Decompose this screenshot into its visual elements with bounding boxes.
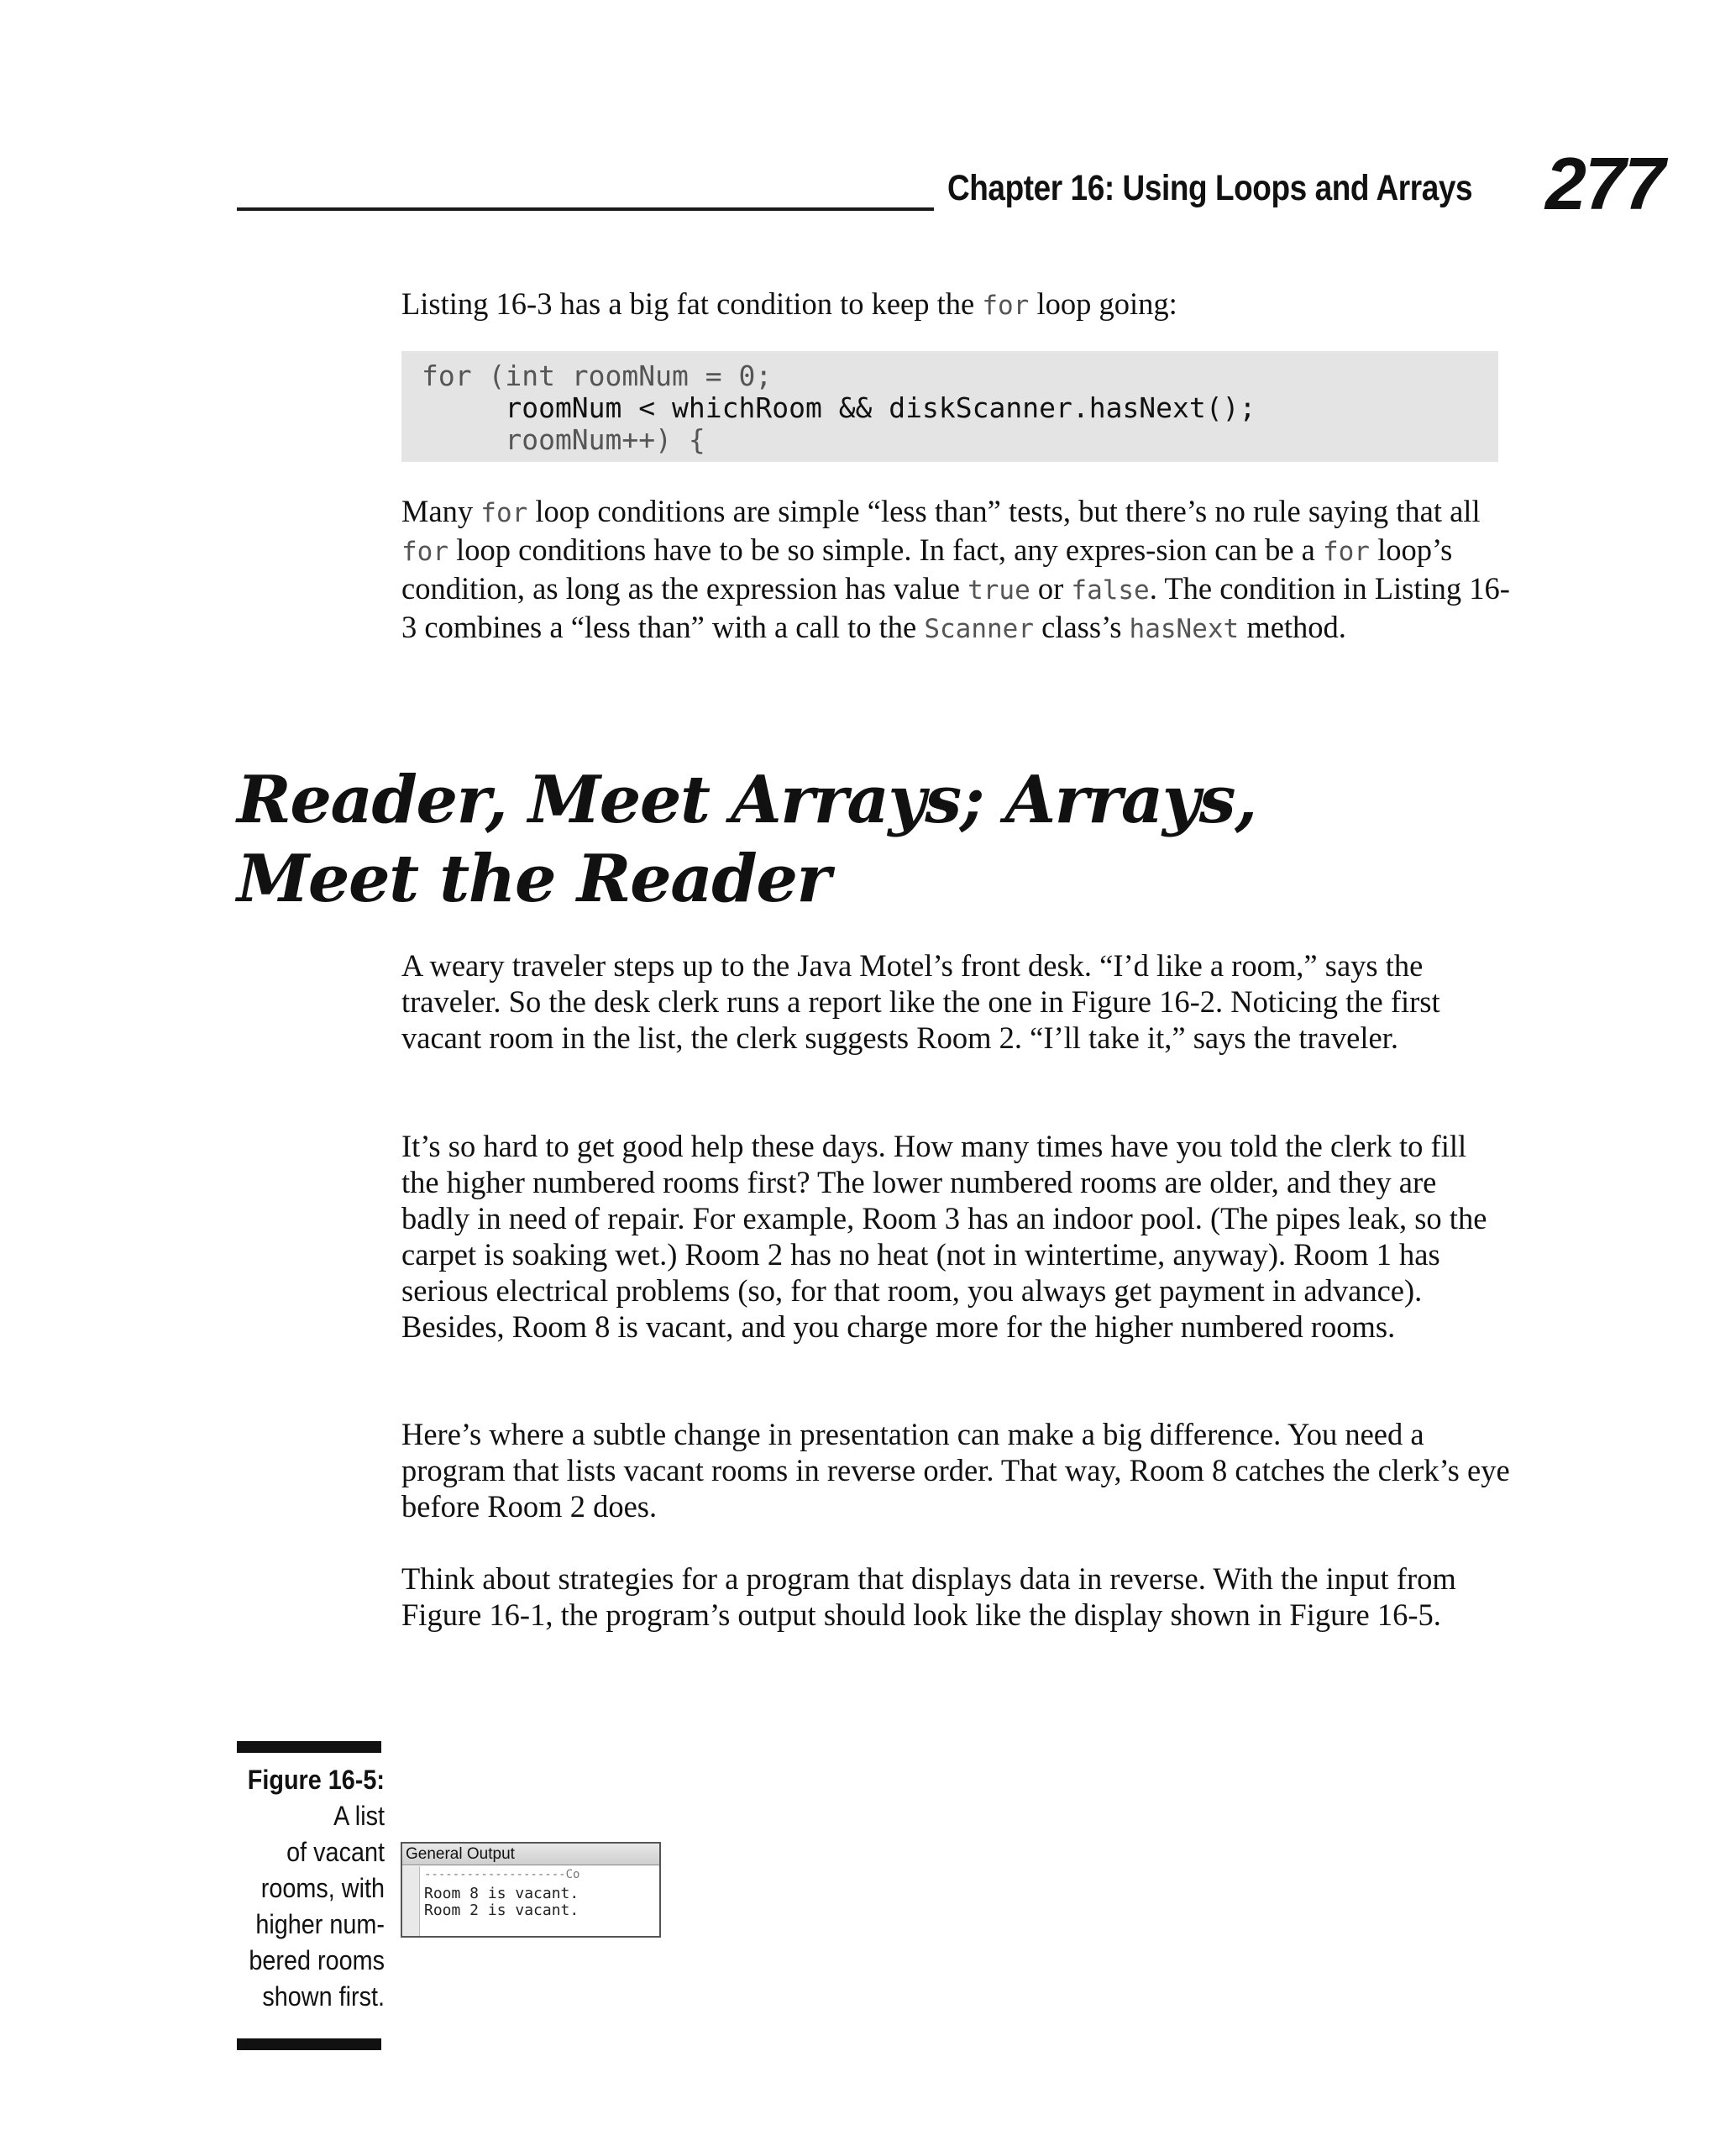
body-paragraph: A weary traveler steps up to the Java Motel’s front desk. “I’d like a room,” says the traveler. So the desk clerk runs a report like the one in Figure 16-2. Noticing the first vacant room in the list, the clerk suggests Room 2. “I’ll take it,” says the traveler. <box>401 948 1440 1055</box>
figure-caption: Figure 16-5: A list of vacant rooms, with higher num- bered rooms shown first. <box>237 1762 385 2015</box>
code-line: roomNum++) { <box>422 423 705 456</box>
code-line: roomNum < whichRoom && diskScanner.hasNext(); <box>422 391 1256 424</box>
header-rule <box>237 207 934 211</box>
body-paragraph: It’s so hard to get good help these days. How many times have you told the clerk to fill the higher numbered rooms first? The lower numbered rooms are older, and they are badly in need of repair. For example, Room 3 has an indoor pool. (The pipes leak, so the carpet is soaking wet.) Room 2 has no heat (not in wintertime, anyway). Room 1 has serious electrical problems (so, for that room, you always get payment in advance). Besides, Room 8 is vacant, and you charge more for the higher numbered rooms. <box>401 1129 1487 1344</box>
output-line: Room 2 is vacant. <box>424 1902 579 1919</box>
body-paragraph: Here’s where a subtle change in presentation can make a big difference. You need a program that lists vacant rooms in reverse order. That way, Room 8 catches the clerk’s eye before Room 2 does. <box>401 1417 1510 1524</box>
intro-paragraph: Listing 16-3 has a big fat condition to keep the for loop going: <box>401 286 1177 321</box>
figure-top-bar <box>237 1741 381 1753</box>
figure-label: Figure 16-5: <box>247 1765 385 1795</box>
section-heading: Reader, Meet Arrays; Arrays, Meet the Reader <box>237 762 1256 917</box>
output-window-title: General Output <box>402 1844 659 1865</box>
page-number: 277 <box>1545 142 1664 225</box>
output-gutter <box>402 1866 420 1936</box>
figure-bottom-bar <box>237 2038 381 2050</box>
for-conditions-paragraph: Many for loop conditions are simple “less than” tests, but there’s no rule saying that all for loop conditions have to be so simple. In fact, any expres-sion can be a for loop’s condition, as long as the expression has value true or false. The condition in Listing 16-3 combines a “less than” with a call to the Scanner class’s hasNext method. <box>401 494 1510 644</box>
code-line: for (int roomNum = 0; <box>422 359 773 392</box>
output-line: Room 8 is vacant. <box>424 1885 579 1902</box>
body-paragraph: Think about strategies for a program that displays data in reverse. With the input from Figure 16-1, the program’s output should look like the display shown in Figure 16-5. <box>401 1561 1456 1632</box>
inline-code: for <box>982 291 1030 321</box>
output-separator: --------------------Co <box>424 1868 580 1881</box>
code-listing <box>401 351 1498 462</box>
general-output-window <box>401 1842 661 1938</box>
chapter-title: Chapter 16: Using Loops and Arrays <box>947 168 1473 208</box>
